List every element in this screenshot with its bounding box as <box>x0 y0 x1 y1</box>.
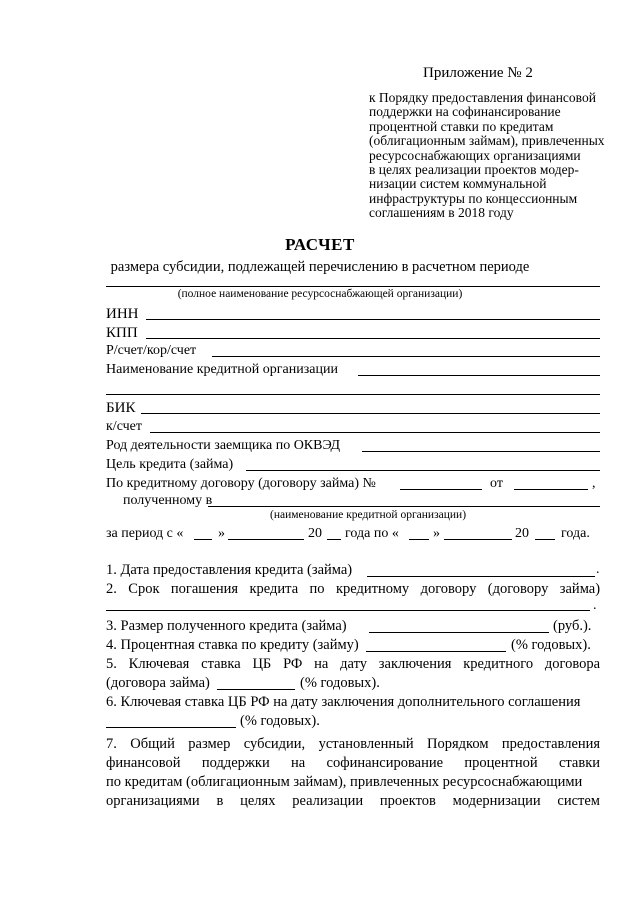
period-day-to-line[interactable] <box>409 539 429 540</box>
item-2-line-1 <box>106 582 600 597</box>
item-2-word: займа) <box>559 581 601 597</box>
item-1-end: . <box>596 562 600 577</box>
item-7-word: модернизации <box>452 793 541 809</box>
item-7-word: предоставления <box>501 736 601 752</box>
received-in-label: полученному в <box>123 493 213 508</box>
item-7-line-4 <box>106 794 600 809</box>
reference-line: процентной ставки по кредитам <box>369 118 554 134</box>
item-7-word: Порядком <box>427 736 489 752</box>
inn-line[interactable] <box>146 319 600 320</box>
item-5-word: ставка <box>201 656 241 672</box>
item-7-word: систем <box>557 793 600 809</box>
item-7-word: финансовой <box>106 755 181 771</box>
item-1-line[interactable] <box>367 576 595 577</box>
inn-label: ИНН <box>106 306 139 322</box>
period-close-2: » <box>433 526 440 541</box>
item-5-word: дату <box>340 656 367 672</box>
period-year-to-line[interactable] <box>535 539 555 540</box>
period-mid: года по « <box>345 526 399 541</box>
bik-label: БИК <box>106 400 136 416</box>
bank-name-label: Наименование кредитной организации <box>106 362 338 377</box>
item-7-word: проектов <box>379 793 436 809</box>
item-5-line[interactable] <box>217 689 295 690</box>
item-2-word: погашения <box>170 581 239 597</box>
period-year-1: 20 <box>308 526 322 541</box>
contract-comma: , <box>592 476 596 491</box>
period-year-2: 20 <box>515 526 529 541</box>
org-name-caption: (полное наименование ресурсоснабжающей организации) <box>177 288 463 300</box>
reference-line: (облигационным займам), привлеченных <box>369 133 605 149</box>
appendix-reference <box>369 91 609 221</box>
period-year-from-line[interactable] <box>327 539 341 540</box>
kpp-line[interactable] <box>146 338 600 339</box>
item-6-label: 6. Ключевая ставка ЦБ РФ на дату заключения дополнительного соглашения <box>106 694 581 710</box>
period-end: года. <box>561 526 590 541</box>
item-5-word: кредитного <box>463 656 534 672</box>
item-5-word: РФ <box>283 656 303 672</box>
item-7-word: организациями <box>106 793 200 809</box>
item-7-word: софинансирование <box>326 755 444 771</box>
item-5-word: Ключевая <box>128 656 190 672</box>
account-line[interactable] <box>212 356 600 357</box>
item-7-line-1 <box>106 737 600 752</box>
reference-line: инфраструктуры по концессионным <box>369 190 578 206</box>
item-2-word: (договору <box>487 581 549 597</box>
item-7-word: на <box>291 755 306 771</box>
document-title: РАСЧЕТ <box>285 235 355 254</box>
account-label: Р/счет/кор/счет <box>106 343 197 358</box>
appendix-number: Приложение № 2 <box>423 65 533 81</box>
period-prefix: за период с « <box>106 526 184 541</box>
item-7-line-2 <box>106 756 600 771</box>
reference-line: ресурсоснабжающих организациями <box>369 147 581 163</box>
document-subtitle: размера субсидии, подлежащей перечислению в расчетном периоде <box>110 259 530 275</box>
item-4-end: (% годовых). <box>511 637 591 653</box>
item-5-word: на <box>314 656 329 672</box>
corr-account-line[interactable] <box>150 432 600 433</box>
item-7-line-3: по кредитам (облигационным займам), привлеченных ресурсоснабжающими <box>106 774 583 790</box>
period-day-from-line[interactable] <box>194 539 212 540</box>
item-5-word: ЦБ <box>252 656 272 672</box>
item-7-word: субсидии, <box>243 736 306 752</box>
bank-name-line[interactable] <box>358 375 600 376</box>
bank-caption: (наименование кредитной организации) <box>270 509 467 521</box>
corr-account-label: к/счет <box>106 419 142 434</box>
item-2-end: . <box>593 598 597 613</box>
item-5-line-2-start: (договора займа) <box>106 675 210 691</box>
purpose-label: Цель кредита (займа) <box>106 457 234 472</box>
kpp-label: КПП <box>106 325 138 341</box>
item-3-end: (руб.). <box>553 618 592 634</box>
item-7-word: 7. <box>106 736 117 752</box>
item-7-word: установленный <box>318 736 414 752</box>
contract-date-line[interactable] <box>514 489 588 490</box>
contract-from-label: от <box>490 476 503 491</box>
item-5-line-2-end: (% годовых). <box>300 675 380 691</box>
okved-line[interactable] <box>362 451 600 452</box>
period-close-1: » <box>218 526 225 541</box>
item-4-label: 4. Процентная ставка по кредиту (займу) <box>106 637 359 653</box>
item-7-word: в <box>216 793 224 809</box>
item-2-word: Срок <box>128 581 160 597</box>
reference-line: в целях реализации проектов модер- <box>369 162 579 178</box>
item-7-word: поддержки <box>201 755 270 771</box>
contract-number-line[interactable] <box>400 489 482 490</box>
item-6-end: (% годовых). <box>240 713 320 729</box>
item-5-line-1 <box>106 657 600 672</box>
bank-name-line-2[interactable] <box>106 394 600 395</box>
item-5-word: 5. <box>106 656 117 672</box>
item-1-label: 1. Дата предоставления кредита (займа) <box>106 562 353 578</box>
item-3-label: 3. Размер полученного кредита (займа) <box>106 618 347 634</box>
item-2-word: кредита <box>249 581 299 597</box>
item-2-word: договору <box>420 581 477 597</box>
purpose-line[interactable] <box>246 470 600 471</box>
item-7-word: размер <box>188 736 231 752</box>
item-2-line[interactable] <box>106 610 590 611</box>
org-name-line[interactable] <box>106 286 600 287</box>
period-month-from-line[interactable] <box>228 539 304 540</box>
reference-line: поддержки на софинансирование <box>369 104 561 120</box>
item-6-line[interactable] <box>106 727 236 728</box>
item-7-word: Общий <box>130 736 175 752</box>
received-bank-line[interactable] <box>208 506 600 507</box>
contract-label: По кредитному договору (договору займа) № <box>106 476 376 491</box>
okved-label: Род деятельности заемщика по ОКВЭД <box>106 438 341 453</box>
item-2-word: по <box>309 581 325 597</box>
item-7-word: ставки <box>558 755 601 771</box>
item-5-word: заключения <box>378 656 452 672</box>
reference-line: соглашениям в 2018 году <box>369 205 514 221</box>
item-4-line[interactable] <box>366 651 506 652</box>
item-7-word: целях <box>240 793 276 809</box>
item-7-word: процентной <box>464 755 538 771</box>
reference-line: к Порядку предоставления финансовой <box>369 90 596 105</box>
item-3-line[interactable] <box>369 632 549 633</box>
item-5-word: договора <box>544 656 601 672</box>
period-month-to-line[interactable] <box>444 539 512 540</box>
item-7-word: реализации <box>292 793 364 809</box>
item-2-word: 2. <box>106 581 117 597</box>
bik-line[interactable] <box>141 413 600 414</box>
item-2-word: кредитному <box>335 581 410 597</box>
reference-line: низации систем коммунальной <box>369 176 547 192</box>
